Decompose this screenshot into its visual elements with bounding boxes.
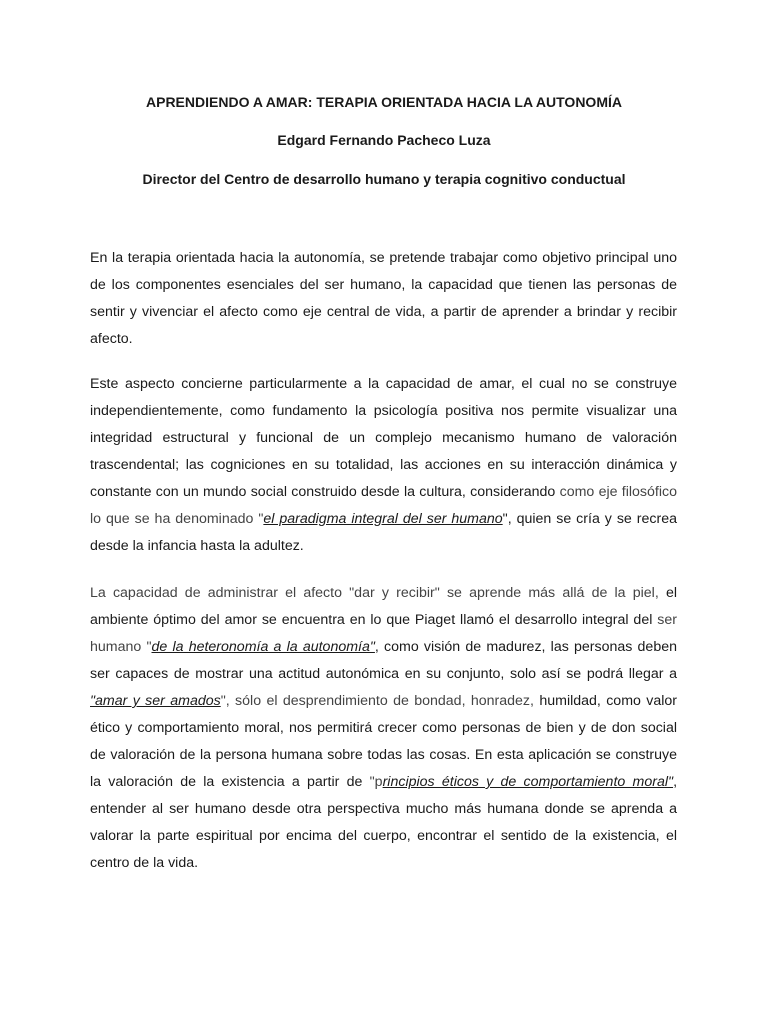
paragraph-2 [90, 371, 677, 560]
paragraph-2-text-b: como eje filosófico lo que se ha denominado " [90, 484, 677, 527]
paragraph-3-text-c: ser humano " [90, 612, 677, 655]
paragraph-1-text: En la terapia orientada hacia la autonomía, se pretende trabajar como objetivo principal uno de los componentes esenciales del ser humano, la capacidad que tienen las personas de sentir y vivenciar el afecto como eje central de vida, a partir de aprender a brindar y recibir afecto. [90, 250, 677, 347]
paragraph-3-text-g: "p [369, 774, 383, 790]
paragraph-3-emphasis-2: "amar y ser amados [90, 693, 221, 709]
author-position: Director del Centro de desarrollo humano y terapia cognitivo conductual [142, 171, 626, 187]
paragraph-3-text-a: La capacidad de administrar el afecto "dar y recibir" se aprende más allá de la piel, [90, 585, 666, 601]
paragraph-2-text-a: Este aspecto concierne particularmente a la capacidad de amar, el cual no se construye independientemente, como fundamento la psicología positiva nos permite visualizar una integridad estructural y funcional de un complejo mecanismo humano de valoración trascendental; las cogniciones en su totalidad, las acciones en su interacción dinámica y constante con un mundo social construido desde la cultura, considerando [90, 376, 677, 500]
paragraph-2-text-c: ", quien se cría y se recrea desde la infancia hasta la adultez. [90, 511, 677, 554]
paragraph-3 [90, 580, 677, 877]
paragraph-3-emphasis-3: rincipios éticos y de comportamiento moral" [382, 774, 674, 790]
paragraph-3-text-d: , como visión de madurez, las personas deben ser capaces de mostrar una actitud autonómica en su conjunto, solo así se podrá llegar a [90, 639, 677, 682]
paragraph-2-emphasis: el paradigma integral del ser humano [263, 511, 503, 527]
paragraph-3-text-f: humildad, como valor ético y comportamiento moral, nos permitirá crecer como personas de bien y de don social de valoración de la persona humana sobre todas las cosas. En esta aplicación se construye la valoración de la existencia a partir de [90, 693, 678, 790]
paragraph-3-text-b: el ambiente óptimo del amor se encuentra en lo que Piaget llamó el desarrollo integral del [90, 585, 677, 628]
paragraph-3-text-h: , entender al ser humano desde otra perspectiva mucho más humana donde se aprenda a valorar la parte espiritual por encima del cuerpo, encontrar el sentido de la existencia, el centro de la vida. [90, 774, 678, 871]
paragraph-3-emphasis-1: de la heteronomía a la autonomía" [151, 639, 375, 655]
paragraph-3-text-e: ", sólo el desprendimiento de bondad, honradez, [220, 693, 540, 709]
document-title: APRENDIENDO A AMAR: TERAPIA ORIENTADA HACIA LA AUTONOMÍA [146, 94, 622, 110]
author-name: Edgard Fernando Pacheco Luza [277, 132, 491, 148]
paragraph-1 [90, 245, 677, 353]
